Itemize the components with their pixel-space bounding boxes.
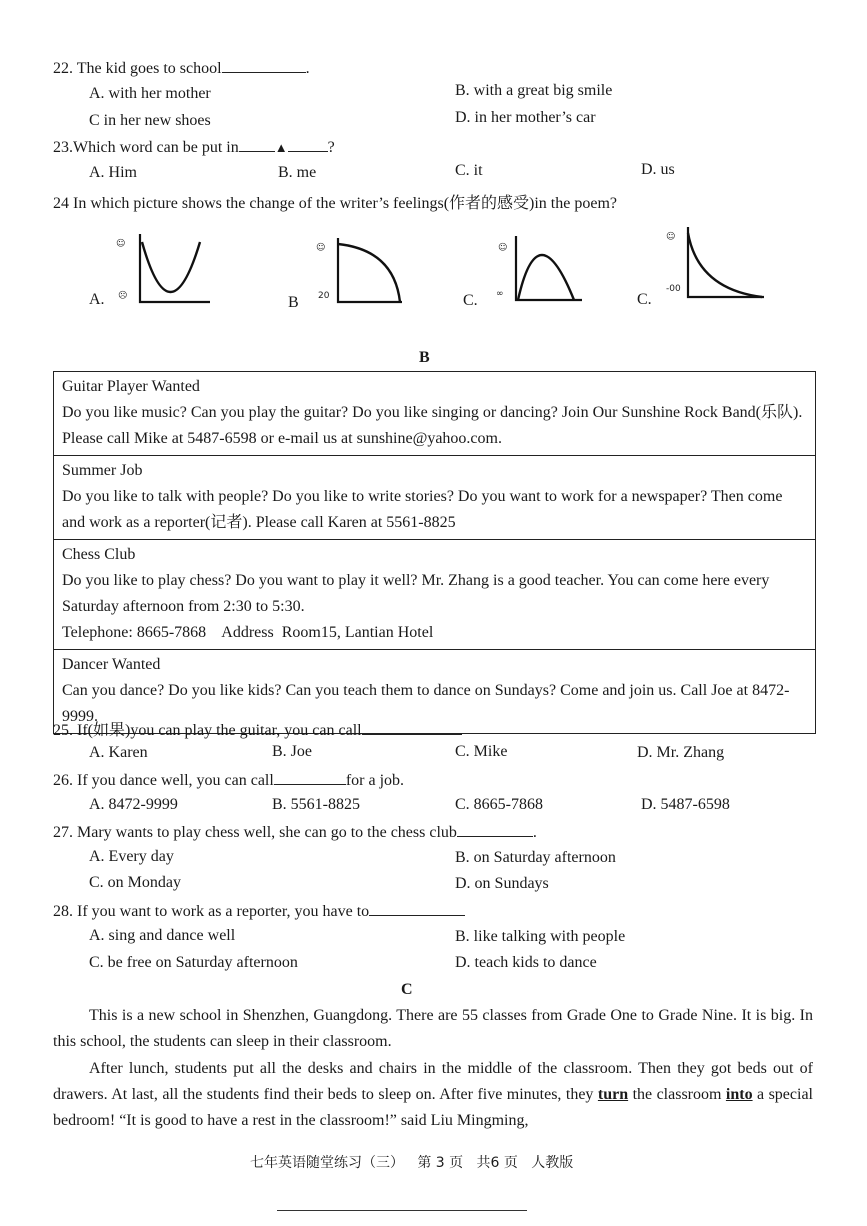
ad-contact: Telephone: 8665-7868 Address Room15, Lantian Hotel — [62, 624, 434, 641]
graph-option-a — [112, 232, 212, 313]
graph-c-top-label: ☺ — [498, 243, 508, 253]
option-22-a: A. with her mother — [89, 85, 211, 102]
ad-chess-club — [54, 540, 815, 650]
question-28 — [53, 901, 465, 921]
footer-divider — [277, 1210, 527, 1211]
option-27-b: B. on Saturday afternoon — [455, 849, 616, 866]
graph-a-svg — [112, 232, 212, 308]
question-26-stem: 26. If you dance well, you can call — [53, 772, 274, 789]
triangle-marker-icon: ▲ — [274, 140, 288, 155]
ad-title: Summer Job — [62, 462, 143, 479]
question-25 — [53, 717, 462, 740]
graph-b-top-label: ☺ — [316, 243, 326, 253]
page-footer: 七年英语随堂练习（三） 第 3 页 共6 页 人教版 — [250, 1155, 574, 1171]
ad-body: Do you like music? Can you play the guitar? Do you like singing or dancing? Join Our Sunshine Rock Band(乐队). Please call Mike at 5487-6598 or e-mail us at sunshine@yahoo.com. — [62, 404, 803, 447]
option-27-d: D. on Sundays — [455, 875, 549, 892]
graph-d-curve — [688, 233, 762, 297]
option-26-d: D. 5487-6598 — [641, 796, 730, 813]
answer-blank[interactable] — [288, 137, 328, 152]
option-23-b: B. me — [278, 164, 317, 181]
graph-c-curve — [518, 255, 574, 300]
passage-text: the classroom — [628, 1086, 726, 1103]
question-26 — [53, 770, 404, 790]
passage-paragraph-1: This is a new school in Shenzhen, Guangdong. There are 55 classes from Grade One to Grade Nine. It is big. In this school, the students can sleep in their classroom. — [53, 1007, 813, 1050]
option-25-a: A. Karen — [89, 744, 148, 761]
option-28-c: C. be free on Saturday afternoon — [89, 954, 298, 971]
option-23-c: C. it — [455, 162, 483, 179]
option-24-b-letter: B — [288, 294, 299, 311]
answer-blank[interactable] — [369, 901, 465, 916]
ad-body: Can you dance? Do you like kids? Can you teach them to dance on Sundays? Come and join us. Call Joe at 8472-9999. — [62, 682, 790, 725]
option-25-b: B. Joe — [272, 743, 312, 760]
ad-title: Guitar Player Wanted — [62, 378, 200, 395]
graph-c-bottom-label: ∞ — [496, 289, 504, 299]
option-28-a: A. sing and dance well — [89, 927, 236, 944]
graph-option-c — [494, 234, 594, 313]
option-26-c: C. 8665-7868 — [455, 796, 543, 813]
question-27 — [53, 822, 537, 842]
section-b-heading: B — [419, 349, 430, 366]
option-23-a: A. Him — [89, 164, 137, 181]
graph-a-bottom-label: ☹ — [118, 291, 128, 301]
question-22 — [53, 58, 310, 78]
option-23-d: D. us — [641, 161, 675, 178]
option-27-a: A. Every day — [89, 848, 174, 865]
graph-b-svg — [314, 236, 414, 310]
option-27-c: C. on Monday — [89, 874, 181, 891]
graph-a-top-label: ☺ — [116, 239, 126, 249]
ad-guitar-player — [54, 372, 815, 456]
question-27-tail: . — [532, 824, 537, 841]
graph-c-svg — [494, 234, 594, 308]
question-26-tail: for a job. — [345, 772, 405, 789]
ad-summer-job — [54, 456, 815, 540]
question-23-tail: ? — [327, 139, 335, 156]
option-22-d: D. in her mother’s car — [455, 109, 596, 126]
option-24-d-letter: C. — [637, 291, 652, 308]
ad-body: Do you like to talk with people? Do you like to write stories? Do you want to work for a newspaper? Then come and work as a reporter(记者). Please call Karen at 5561-8825 — [62, 488, 783, 531]
question-28-stem: 28. If you want to work as a reporter, you have to — [53, 903, 370, 920]
graph-d-top-label: ☺ — [666, 232, 676, 242]
section-c-heading: C — [401, 981, 413, 998]
question-22-stem: 22. The kid goes to school — [53, 60, 222, 77]
graph-a-curve — [142, 242, 200, 292]
keyword-turn: turn — [597, 1086, 629, 1103]
answer-blank[interactable] — [362, 720, 462, 735]
question-23 — [53, 137, 335, 157]
graph-d-svg — [664, 225, 768, 305]
ad-body: Do you like to play chess? Do you want to play it well? Mr. Zhang is a good teacher. You can come here every Saturday afternoon from 2:30 to 5:30. — [62, 572, 770, 615]
graph-b-axes — [338, 238, 402, 302]
answer-blank[interactable] — [239, 137, 275, 152]
option-25-d: D. Mr. Zhang — [637, 744, 725, 761]
passage-text: After lunch, students put all the desks and chairs in the middle of the classroom. Then they got beds out of drawers. At last, all the students find their beds to sleep on. After five minutes, they — [53, 1060, 813, 1103]
option-24-a-letter: A. — [89, 291, 105, 308]
answer-blank[interactable] — [274, 770, 346, 785]
answer-blank[interactable] — [222, 58, 306, 73]
ad-title: Dancer Wanted — [62, 656, 161, 673]
option-28-b: B. like talking with people — [455, 928, 626, 945]
option-22-b: B. with a great big smile — [455, 82, 613, 99]
question-23-stem: 23.Which word can be put in — [53, 139, 239, 156]
graph-option-b — [314, 236, 414, 315]
option-25-c: C. Mike — [455, 743, 508, 760]
question-25-stem: 25. If(如果)you can play the guitar, you can call — [53, 722, 362, 739]
graph-b-curve — [338, 244, 400, 302]
keyword-into: into — [725, 1086, 753, 1103]
answer-blank[interactable] — [457, 822, 533, 837]
graph-d-bottom-label: -00 — [666, 284, 681, 294]
ad-title: Chess Club — [62, 546, 136, 563]
passage-text: a special bedroom! “It is good to have a rest in the classroom!” said Liu Mingming, — [53, 1086, 814, 1129]
passage-paragraph-2 — [53, 1056, 813, 1134]
option-24-c-letter: C. — [463, 292, 478, 309]
question-27-stem: 27. Mary wants to play chess well, she can go to the chess club — [53, 824, 457, 841]
option-28-d: D. teach kids to dance — [455, 954, 597, 971]
ads-table — [53, 371, 816, 734]
graph-option-d — [664, 225, 768, 310]
graph-b-bottom-label: 20 — [318, 291, 330, 301]
question-24: 24 In which picture shows the change of the writer’s feelings(作者的感受)in the poem? — [53, 195, 618, 212]
option-26-b: B. 5561-8825 — [272, 796, 360, 813]
graph-c-axes — [516, 236, 582, 300]
option-26-a: A. 8472-9999 — [89, 796, 178, 813]
question-22-tail: . — [305, 60, 310, 77]
option-22-c: C in her new shoes — [89, 112, 211, 129]
